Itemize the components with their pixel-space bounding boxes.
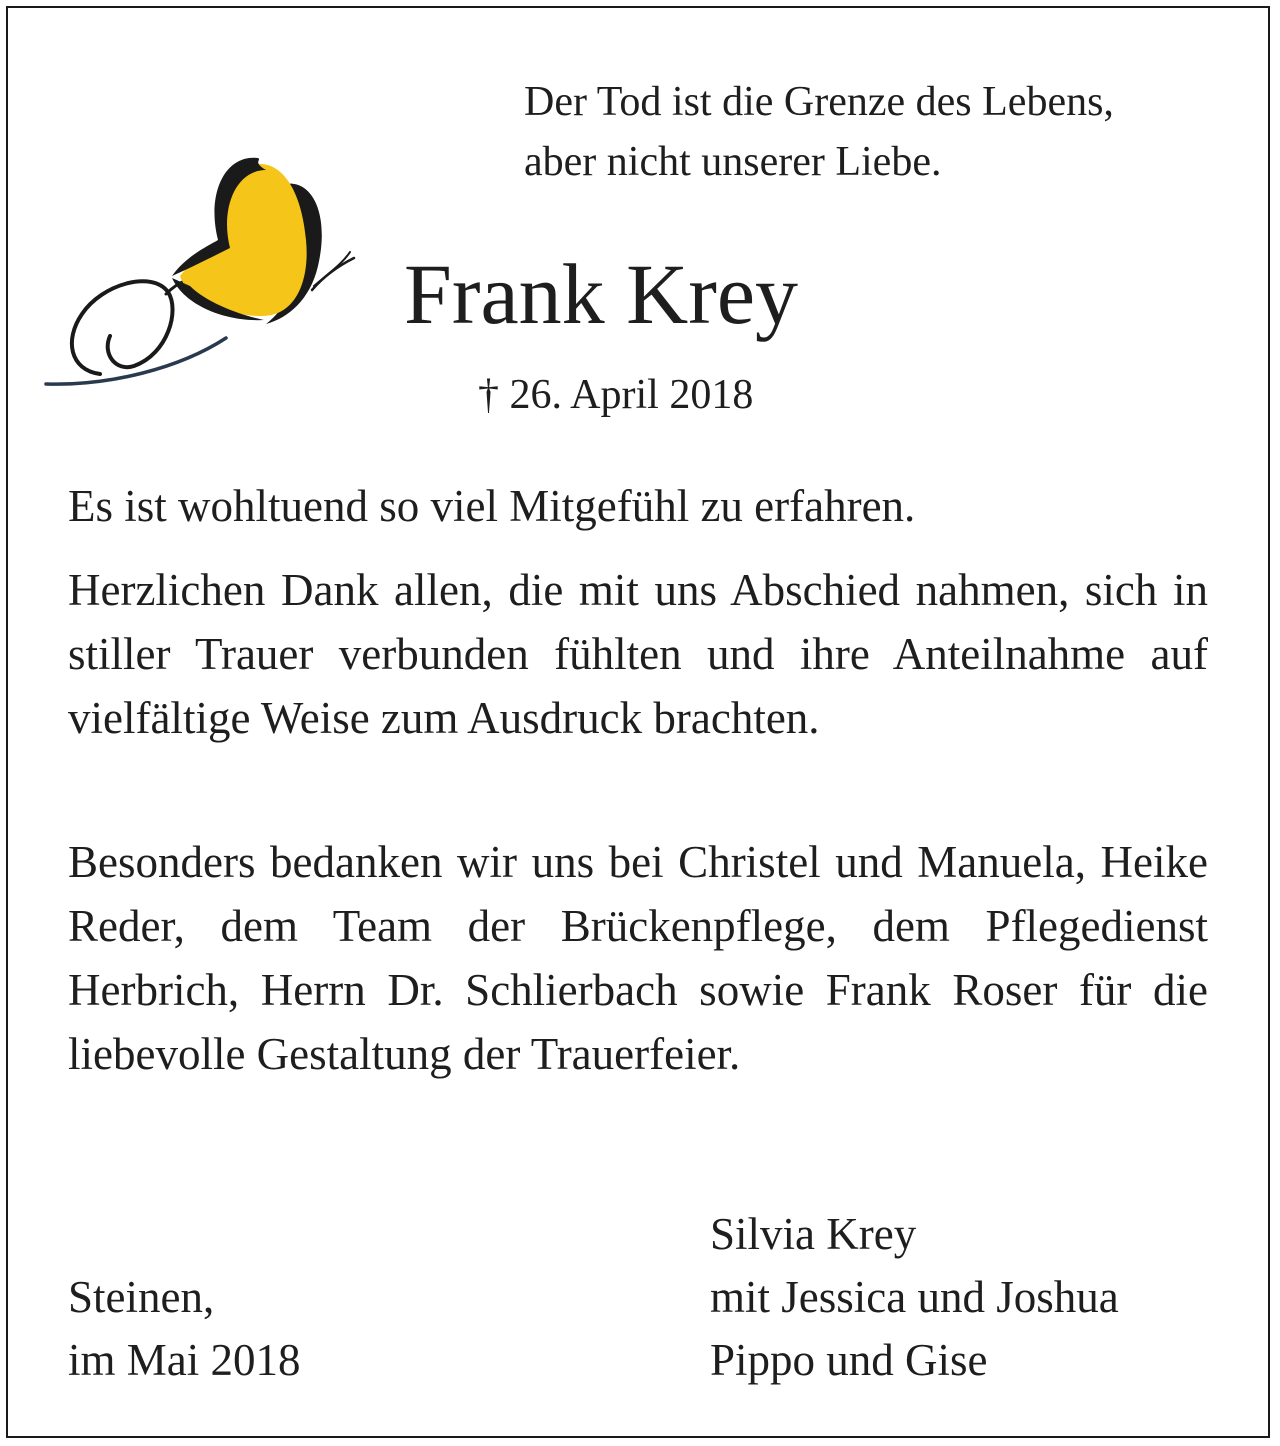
signature-block xyxy=(710,1203,1119,1392)
signature-line-1: Silvia Krey xyxy=(710,1209,917,1259)
motto-quote xyxy=(524,72,1114,192)
place: Steinen, xyxy=(68,1272,215,1322)
message-paragraph-1: Es ist wohltuend so viel Mitgefühl zu erfahren. xyxy=(68,481,916,531)
signature-line-2: mit Jessica und Joshua xyxy=(710,1272,1119,1322)
signature-line-3: Pippo und Gise xyxy=(710,1335,988,1385)
motto-line-2: aber nicht unserer Liebe. xyxy=(524,139,942,185)
death-date: † 26. April 2018 xyxy=(478,372,754,418)
message-paragraph-2: Herzlichen Dank allen, die mit uns Abschied nahmen, sich in stiller Trauer verbunden fühlten und ihre Anteilnahme auf vielfältige Weise zum Ausdruck brachten. xyxy=(68,565,1208,743)
date: im Mai 2018 xyxy=(68,1335,301,1385)
place-date-block xyxy=(68,1266,301,1392)
butterfly-icon xyxy=(40,140,370,400)
message-paragraph-3: Besonders bedanken wir uns bei Christel und Manuela, Heike Reder, dem Team der Brückenpflege, dem Pflegedienst Herbrich, Herrn Dr. Schlierbach sowie Frank Roser für die liebevolle Gestaltung der Trauerfeier. xyxy=(68,837,1208,1079)
deceased-name: Frank Krey xyxy=(404,246,799,342)
motto-line-1: Der Tod ist die Grenze des Lebens, xyxy=(524,79,1114,125)
